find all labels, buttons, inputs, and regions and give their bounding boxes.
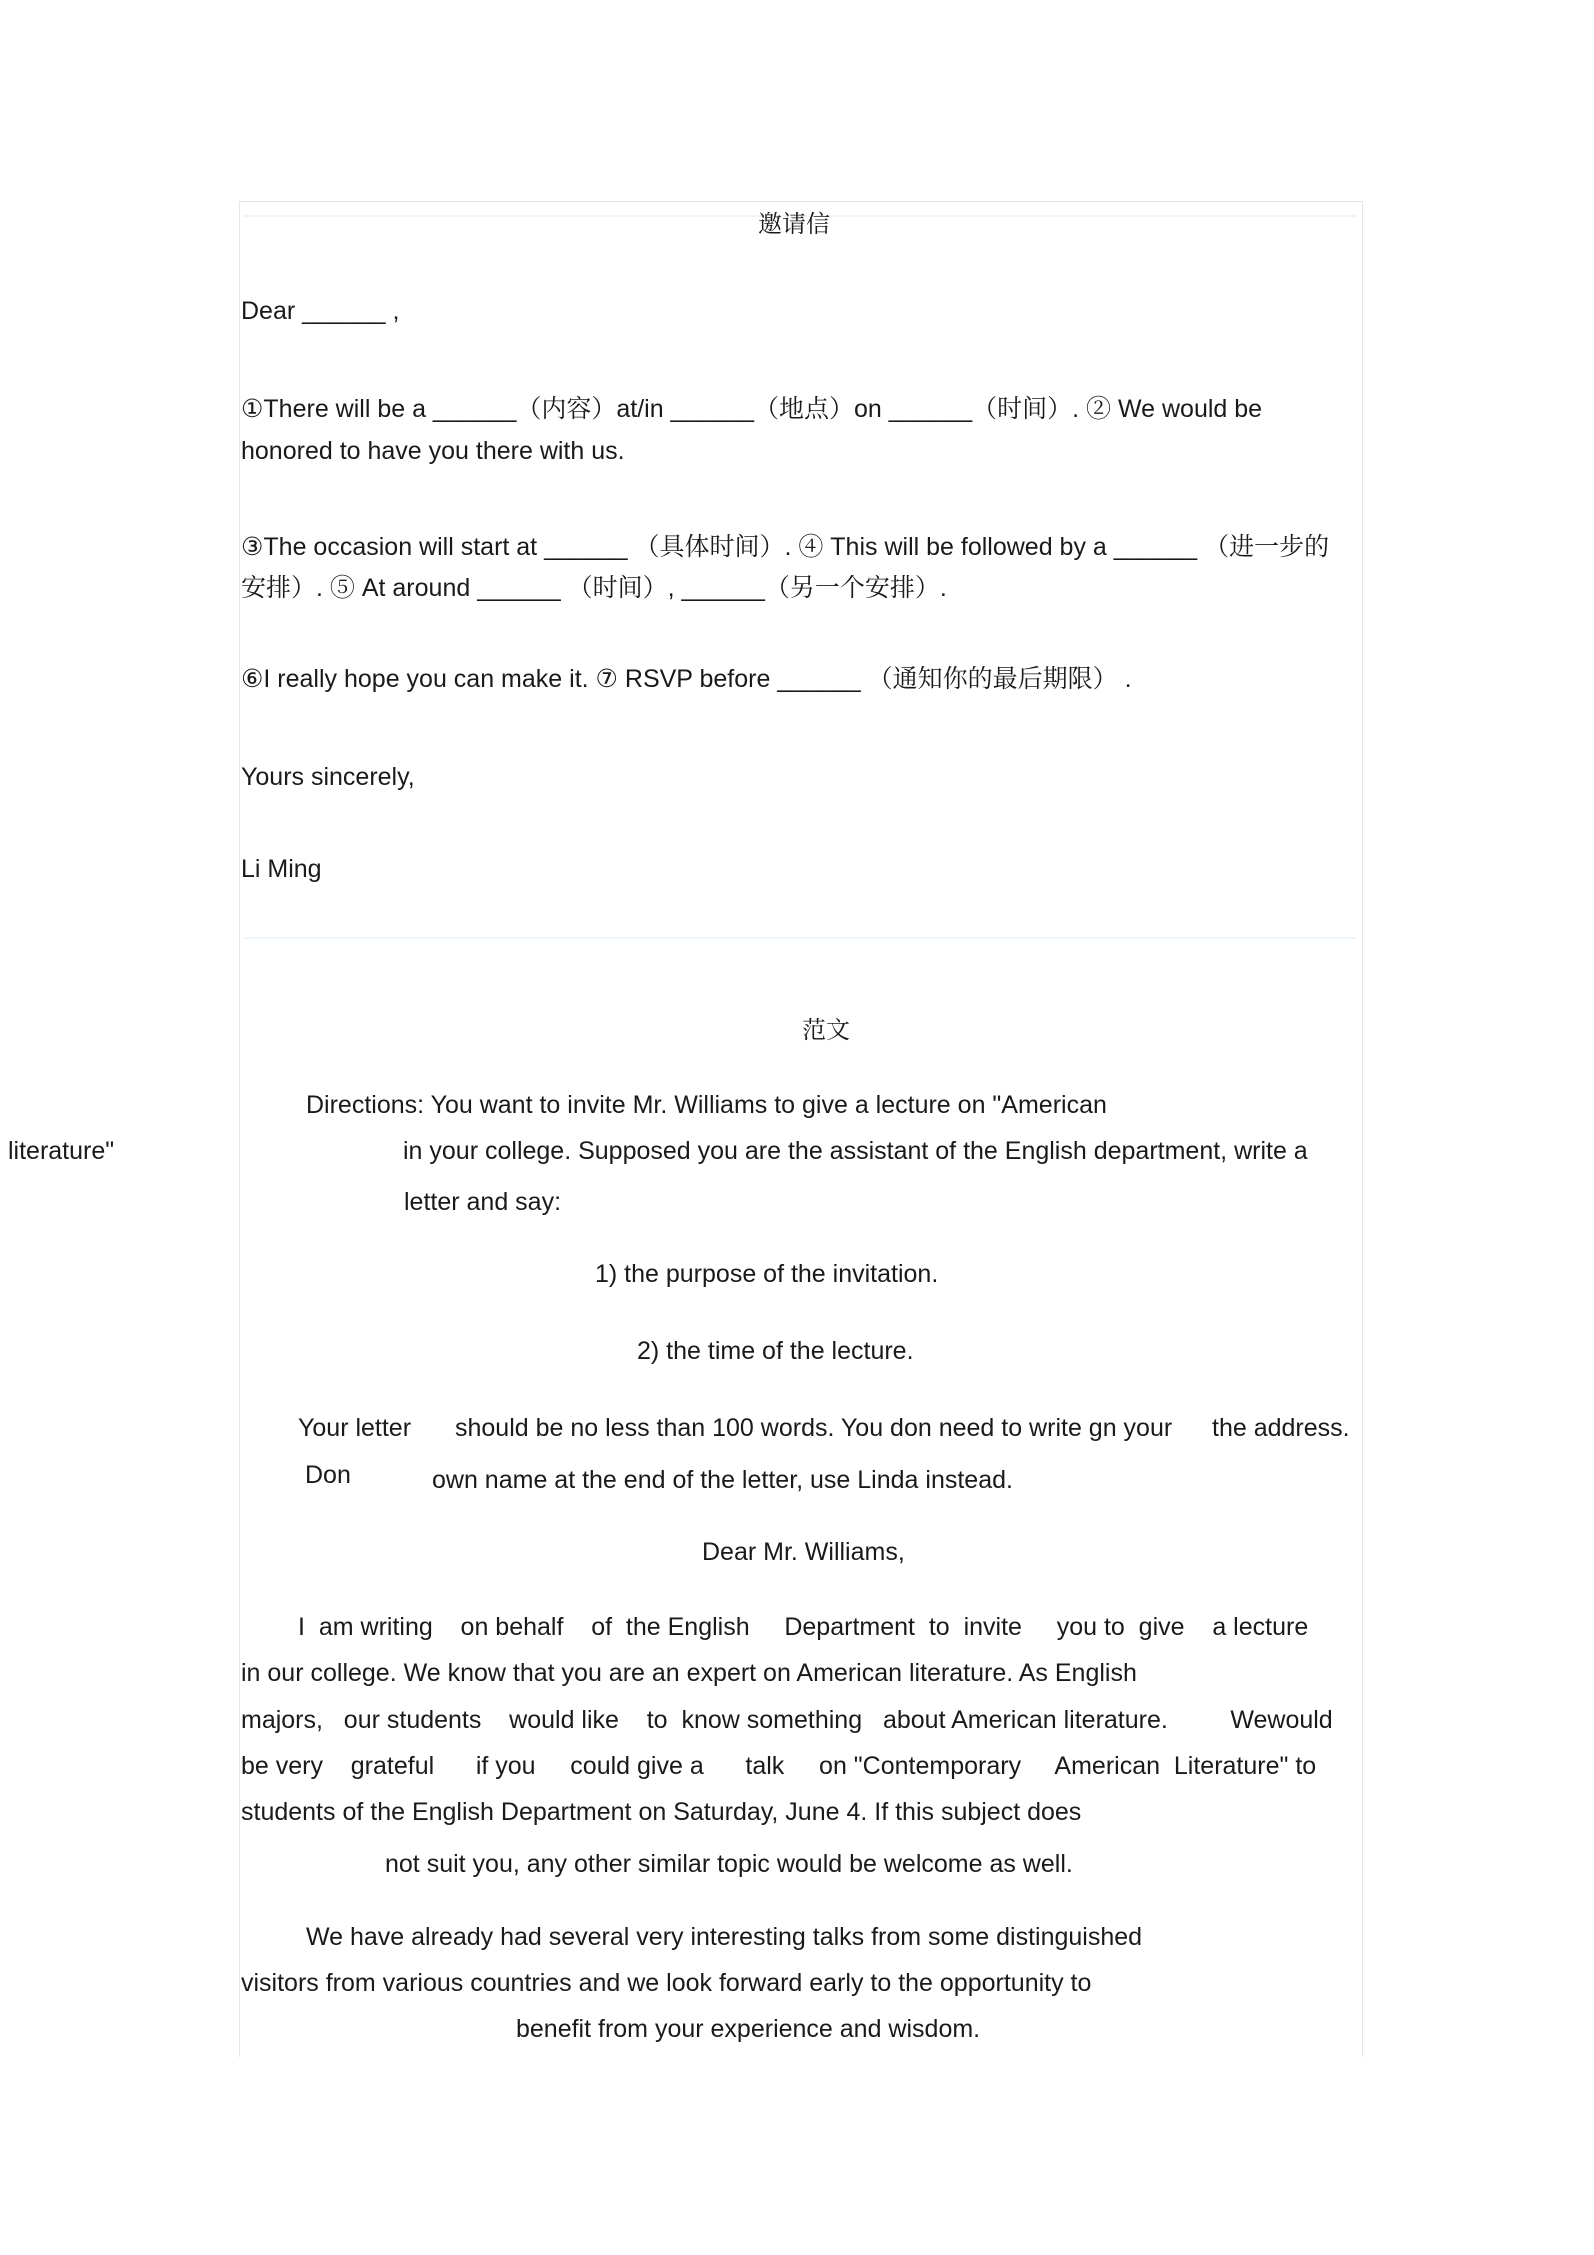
point-1: 1) the purpose of the invitation. — [595, 1260, 939, 1288]
body-line-5: students of the English Department on Saturday, June 4. If this subject does — [241, 1798, 1082, 1826]
requirement-line-1: should be no less than 100 words. You don need to write gn your — [455, 1414, 1173, 1442]
body-line-4: be very grateful if you could give a talk on "Contemporary American Literature" to — [241, 1752, 1317, 1780]
requirement-line-2: own name at the end of the letter, use Linda instead. — [432, 1466, 1013, 1494]
body-line-6: not suit you, any other similar topic would be welcome as well. — [385, 1850, 1073, 1878]
template-closing: Yours sincerely, — [241, 763, 415, 791]
template-paragraph-2-line-1: ③The occasion will start at ______ （具体时间）. ④ This will be followed by a ______ （进一步的 — [241, 533, 1330, 561]
requirement-line-1-start: Your letter — [298, 1414, 412, 1442]
body-line-9: benefit from your experience and wisdom. — [516, 2015, 981, 2043]
sample-salutation: Dear Mr. Williams, — [702, 1538, 905, 1566]
template-paragraph-3: ⑥I really hope you can make it. ⑦ RSVP before ______ （通知你的最后期限） . — [241, 665, 1132, 693]
directions-line-2: in your college. Supposed you are the assistant of the English department, write a — [403, 1137, 1308, 1165]
directions-line-1: Directions: You want to invite Mr. Williams to give a lecture on "American — [306, 1091, 1107, 1119]
template-paragraph-1-line-2: honored to have you there with us. — [241, 437, 625, 465]
template-greeting: Dear ______ , — [241, 297, 400, 325]
directions-line-3: letter and say: — [404, 1188, 562, 1216]
template-signature: Li Ming — [241, 855, 322, 883]
body-line-1: I am writing on behalf of the English Department to invite you to give a lecture — [298, 1613, 1309, 1641]
requirement-line-2-start: Don — [305, 1461, 351, 1489]
template-title: 邀请信 — [758, 210, 830, 238]
directions-line-2-start: literature" — [8, 1137, 115, 1165]
body-line-7: We have already had several very interesting talks from some distinguished — [306, 1923, 1143, 1951]
sample-title: 范文 — [802, 1016, 850, 1044]
body-line-8: visitors from various countries and we look forward early to the opportunity to — [241, 1969, 1092, 1997]
template-paragraph-1-line-1: ①There will be a ______（内容）at/in ______（地点）on ______（时间）. ② We would be — [241, 395, 1263, 423]
section-divider — [244, 937, 1356, 939]
template-paragraph-2-line-2: 安排）. ⑤ At around ______ （时间）, ______（另一个安排）. — [241, 574, 947, 602]
body-line-3: majors, our students would like to know something about American literature. Wewould — [241, 1706, 1333, 1734]
body-line-2: in our college. We know that you are an expert on American literature. As English — [241, 1659, 1137, 1687]
point-2: 2) the time of the lecture. — [637, 1337, 914, 1365]
requirement-line-1-end: the address. — [1212, 1414, 1350, 1442]
